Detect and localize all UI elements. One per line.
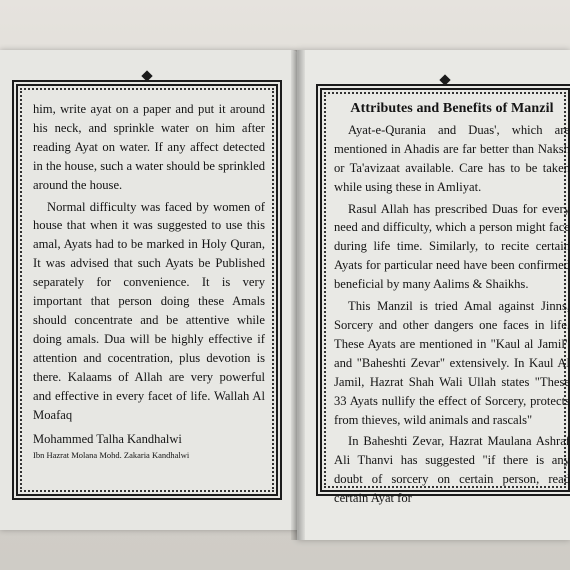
signature-subtitle: Ibn Hazrat Molana Mohd. Zakaria Kandhalwi (33, 450, 190, 461)
left-paragraph-2: Normal difficulty was faced by women of house that when it was suggested to use this amal, Ayats had to be marked in Holy Quran, It was advised that such Ayats be Published separately for convenience. It is very important that person doing these Amals should concentrate and be attentive while doing amals. Dua will be highly effective if attention and cocentration, plus devotion is there. Kalaams of Allah are very powerful and effective in every facet of life. Wallah Al Moafaq (33, 199, 265, 422)
page-heading: Attributes and Benefits of Manzil (350, 101, 554, 116)
left-paragraph-1: him, write ayat on a paper and put it around his neck, and sprinkle water on him after reading Ayat on water. If any affect detected in the house, such a water should be sprinkled around the house. (33, 102, 265, 192)
left-page-text (33, 100, 265, 461)
right-paragraph-3: This Manzil is tried Amal against Jinns, Sorcery and other dangers one faces in life. These Ayats are mentioned in "Kaul al Jamil" and "Baheshti Zevar" extensively. In Kaul Al Jamil, Hazrat Shah Wali Ullah states "These 33 Ayats nullify the effect of Sorcery, protects from thieves, wild animals and rascals" (334, 299, 570, 427)
book-spine (291, 50, 305, 540)
right-paragraph-2: Rasul Allah has prescribed Duas for every need and difficulty, which a person might face during life time. Similarly, to recite certain Ayats for particular need have been confirmed beneficial by many Aalims & Shaikhs. (334, 201, 570, 292)
right-page-text (334, 100, 570, 511)
signature-name: Mohammed Talha Kandhalwi (33, 432, 182, 447)
right-paragraph-4: In Baheshti Zevar, Hazrat Maulana Ashraf Ali Thanvi has suggested "if there is any doubt of sorcery on certain person, read certain Ayat for (334, 434, 570, 506)
right-paragraph-1: Ayat-e-Qurania and Duas', which are mentioned in Ahadis are far better than Naksh or Ta'avizaat available. Care has to be taken while using these in Amliyat. (334, 122, 570, 194)
